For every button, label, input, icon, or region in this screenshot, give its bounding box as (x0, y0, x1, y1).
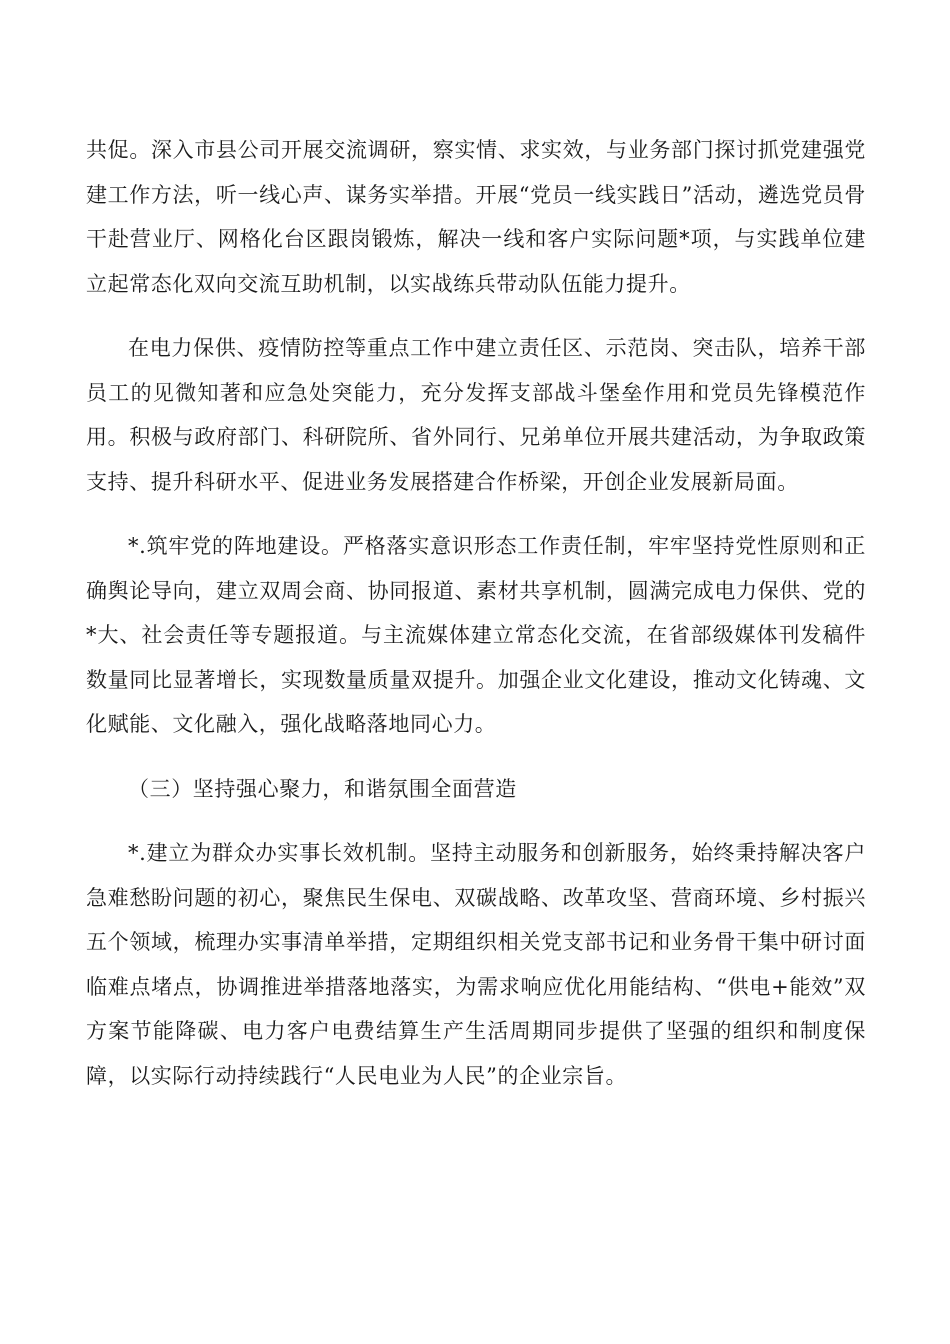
paragraph-continuation: 共促。深入市县公司开展交流调研，察实情、求实效，与业务部门探讨抓党建强党建工作方法，听一线心声、谋务实举措。开展“党员一线实践日”活动，遴选党员骨干赴营业厅、网格化台区跟岗锻炼，解决一线和客户实际问题*项，与实践单位建立起常态化双向交流互助机制，以实战练兵带动队伍能力提升。 (86, 138, 866, 296)
paragraph-practical-matters: *.建立为群众办实事长效机制。坚持主动服务和创新服务，始终秉持解决客户急难愁盼问题的初心，聚焦民生保电、双碳战略、改革攻坚、营商环境、乡村振兴五个领域，梳理办实事清单举措，定期组织相关党支部书记和业务骨干集中研讨面临难点堵点，协调推进举措落地落实，为需求响应优化用能结构、“供电+能效”双方案节能降碳、电力客户电费结算生产生活周期同步提供了坚强的组织和制度保障，以实际行动持续践行“人民电业为人民”的企业宗旨。 (86, 841, 866, 1088)
paragraph-position-building: *.筑牢党的阵地建设。严格落实意识形态工作责任制，牢牢坚持党性原则和正确舆论导向，建立双周会商、协同报道、素材共享机制，圆满完成电力保供、党的*大、社会责任等专题报道。与主流媒体建立常态化交流，在省部级媒体刊发稿件数量同比显著增长，实现数量质量双提升。加强企业文化建设，推动文化铸魂、文化赋能、文化融入，强化战略落地同心力。 (86, 534, 866, 736)
document-body (86, 128, 866, 1098)
section-heading: （三）坚持强心聚力，和谐氛围全面营造 (128, 776, 517, 801)
paragraph-key-work: 在电力保供、疫情防控等重点工作中建立责任区、示范岗、突击队，培养干部员工的见微知著和应急处突能力，充分发挥支部战斗堡垒作用和党员先锋模范作用。积极与政府部门、科研院所、省外同行、兄弟单位开展共建活动，为争取政策支持、提升科研水平、促进业务发展搭建合作桥梁，开创企业发展新局面。 (86, 336, 866, 494)
